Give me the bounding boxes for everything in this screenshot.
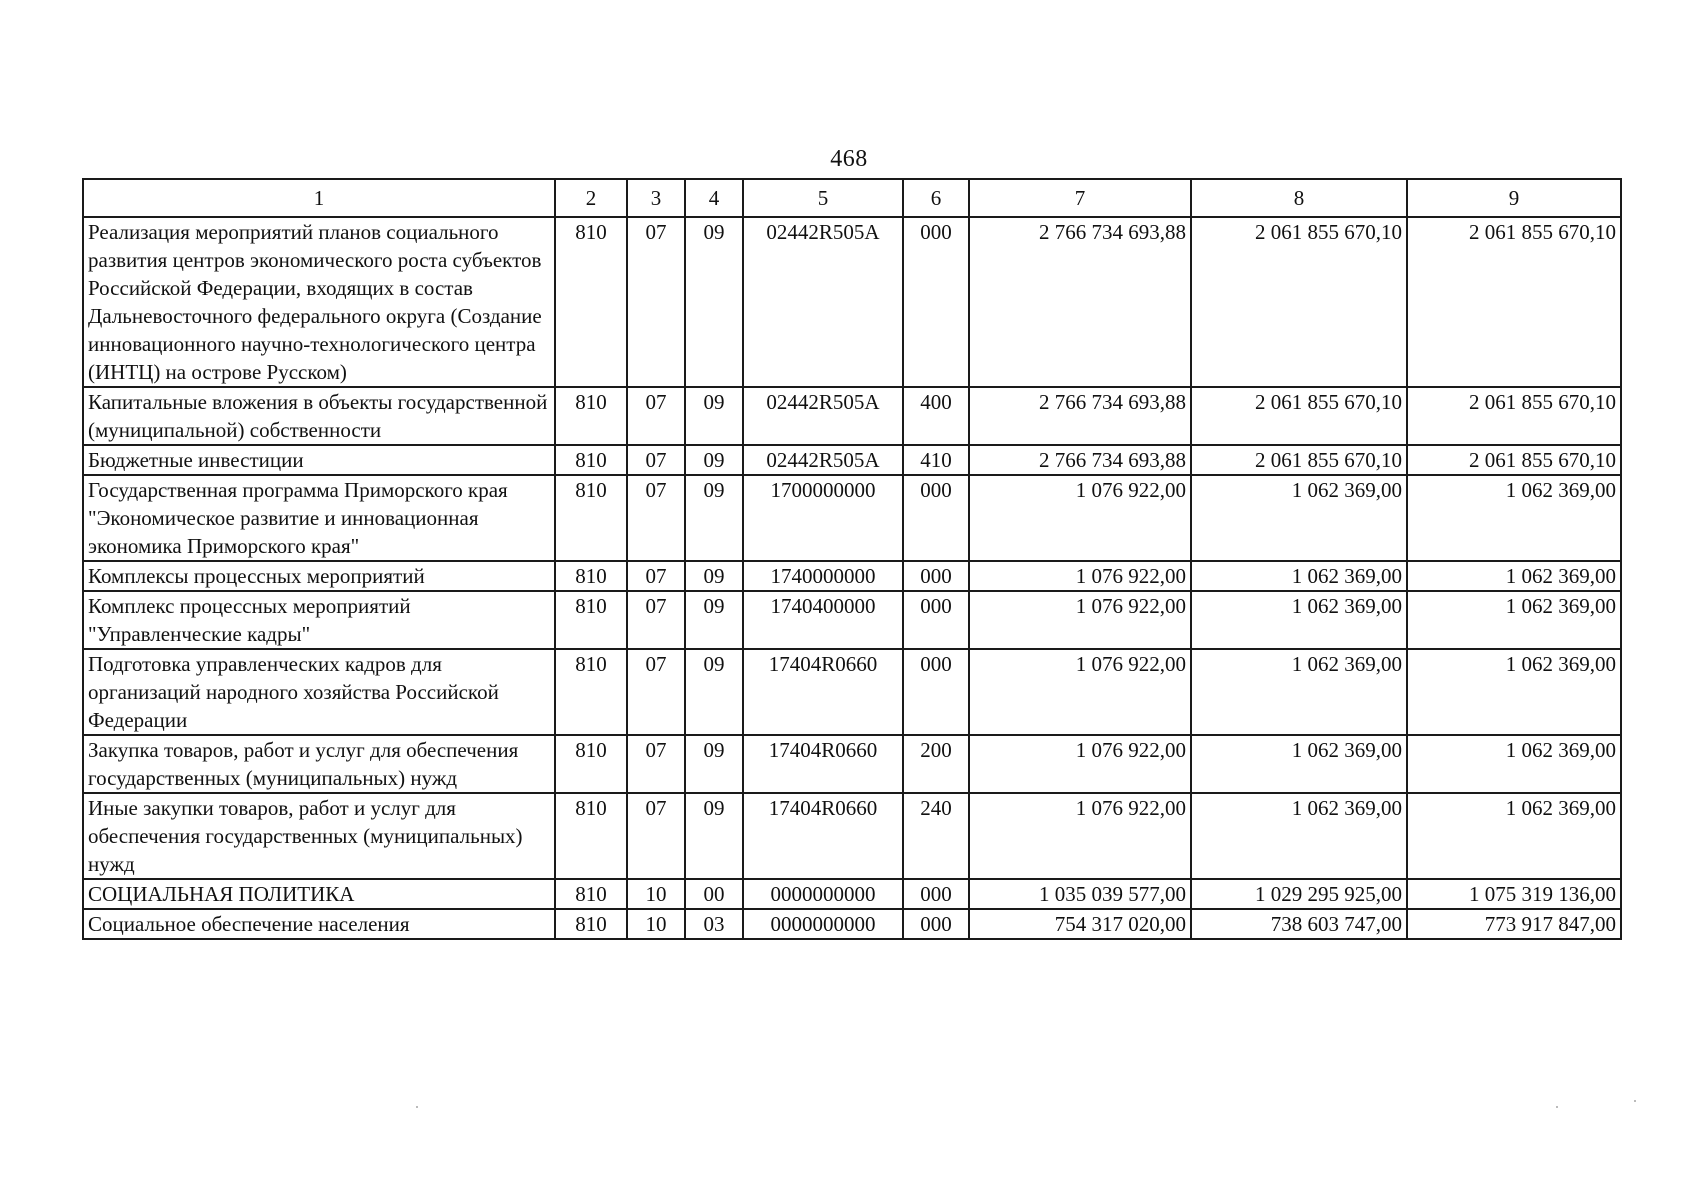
sum-7-cell: 2 766 734 693,88	[969, 445, 1191, 475]
code-6-cell: 000	[903, 475, 969, 561]
code-6-cell: 000	[903, 561, 969, 591]
code-4-cell: 09	[685, 387, 743, 445]
row-name-cell: Комплекс процессных мероприятий "Управленческие кадры"	[83, 591, 555, 649]
table-row	[83, 217, 1621, 387]
code-2-cell: 810	[555, 879, 627, 909]
code-6-cell: 410	[903, 445, 969, 475]
row-name-cell: Подготовка управленческих кадров для организаций народного хозяйства Российской Федерации	[83, 649, 555, 735]
sum-7-cell: 1 076 922,00	[969, 793, 1191, 879]
code-2-cell: 810	[555, 649, 627, 735]
sum-8-cell: 2 061 855 670,10	[1191, 387, 1407, 445]
table-row	[83, 879, 1621, 909]
column-header-7: 7	[969, 179, 1191, 217]
table-body	[83, 217, 1621, 939]
sum-7-cell: 1 076 922,00	[969, 475, 1191, 561]
code-5-cell: 17404R0660	[743, 735, 903, 793]
code-3-cell: 10	[627, 879, 685, 909]
sum-9-cell: 773 917 847,00	[1407, 909, 1621, 939]
sum-7-cell: 1 076 922,00	[969, 649, 1191, 735]
sum-8-cell: 1 062 369,00	[1191, 591, 1407, 649]
column-header-9: 9	[1407, 179, 1621, 217]
code-5-cell: 02442R505A	[743, 387, 903, 445]
column-header-1: 1	[83, 179, 555, 217]
sum-9-cell: 2 061 855 670,10	[1407, 217, 1621, 387]
code-4-cell: 09	[685, 591, 743, 649]
code-6-cell: 240	[903, 793, 969, 879]
sum-8-cell: 2 061 855 670,10	[1191, 217, 1407, 387]
sum-8-cell: 1 062 369,00	[1191, 735, 1407, 793]
code-5-cell: 02442R505A	[743, 217, 903, 387]
sum-7-cell: 1 076 922,00	[969, 591, 1191, 649]
code-2-cell: 810	[555, 475, 627, 561]
sum-7-cell: 1 076 922,00	[969, 561, 1191, 591]
code-3-cell: 07	[627, 387, 685, 445]
row-name-cell: Капитальные вложения в объекты государственной (муниципальной) собственности	[83, 387, 555, 445]
code-6-cell: 000	[903, 591, 969, 649]
code-2-cell: 810	[555, 591, 627, 649]
row-name-cell: СОЦИАЛЬНАЯ ПОЛИТИКА	[83, 879, 555, 909]
table-header	[83, 179, 1621, 217]
sum-8-cell: 1 062 369,00	[1191, 561, 1407, 591]
code-4-cell: 00	[685, 879, 743, 909]
table-row	[83, 909, 1621, 939]
code-4-cell: 09	[685, 475, 743, 561]
sum-8-cell: 1 062 369,00	[1191, 475, 1407, 561]
code-5-cell: 02442R505A	[743, 445, 903, 475]
sum-7-cell: 1 076 922,00	[969, 735, 1191, 793]
table-row	[83, 475, 1621, 561]
code-2-cell: 810	[555, 387, 627, 445]
code-3-cell: 07	[627, 475, 685, 561]
row-name-cell: Социальное обеспечение населения	[83, 909, 555, 939]
sum-9-cell: 1 062 369,00	[1407, 649, 1621, 735]
table-row	[83, 735, 1621, 793]
row-name-cell: Государственная программа Приморского края "Экономическое развитие и инновационная экономика Приморского края"	[83, 475, 555, 561]
header-row	[83, 179, 1621, 217]
row-name-cell: Бюджетные инвестиции	[83, 445, 555, 475]
sum-9-cell: 2 061 855 670,10	[1407, 445, 1621, 475]
page-number: 468	[830, 146, 868, 172]
code-3-cell: 07	[627, 649, 685, 735]
code-2-cell: 810	[555, 793, 627, 879]
sum-7-cell: 2 766 734 693,88	[969, 217, 1191, 387]
code-2-cell: 810	[555, 735, 627, 793]
row-name-cell: Иные закупки товаров, работ и услуг для обеспечения государственных (муниципальных) нужд	[83, 793, 555, 879]
sum-7-cell: 754 317 020,00	[969, 909, 1191, 939]
sum-8-cell: 738 603 747,00	[1191, 909, 1407, 939]
code-6-cell: 000	[903, 909, 969, 939]
code-6-cell: 000	[903, 649, 969, 735]
code-4-cell: 09	[685, 561, 743, 591]
row-name-cell: Реализация мероприятий планов социального развития центров экономического роста субъектов Российской Федерации, входящих в состав Дальневосточного федерального округа (Создание инновационного научно-технологического центра (ИНТЦ) на острове Русском)	[83, 217, 555, 387]
code-4-cell: 09	[685, 445, 743, 475]
code-3-cell: 07	[627, 735, 685, 793]
column-header-5: 5	[743, 179, 903, 217]
code-5-cell: 17404R0660	[743, 793, 903, 879]
sum-9-cell: 1 062 369,00	[1407, 475, 1621, 561]
code-6-cell: 200	[903, 735, 969, 793]
table-row	[83, 561, 1621, 591]
code-5-cell: 1740000000	[743, 561, 903, 591]
budget-table	[82, 178, 1622, 940]
column-header-2: 2	[555, 179, 627, 217]
sum-8-cell: 1 029 295 925,00	[1191, 879, 1407, 909]
code-5-cell: 0000000000	[743, 879, 903, 909]
code-5-cell: 1700000000	[743, 475, 903, 561]
sum-9-cell: 1 062 369,00	[1407, 735, 1621, 793]
sum-8-cell: 1 062 369,00	[1191, 793, 1407, 879]
code-3-cell: 07	[627, 561, 685, 591]
sum-9-cell: 1 062 369,00	[1407, 793, 1621, 879]
code-3-cell: 07	[627, 793, 685, 879]
code-6-cell: 400	[903, 387, 969, 445]
code-4-cell: 03	[685, 909, 743, 939]
row-name-cell: Комплексы процессных мероприятий	[83, 561, 555, 591]
table-row	[83, 445, 1621, 475]
column-header-6: 6	[903, 179, 969, 217]
sum-8-cell: 2 061 855 670,10	[1191, 445, 1407, 475]
code-3-cell: 10	[627, 909, 685, 939]
column-header-8: 8	[1191, 179, 1407, 217]
table-row	[83, 793, 1621, 879]
code-3-cell: 07	[627, 591, 685, 649]
code-5-cell: 1740400000	[743, 591, 903, 649]
sum-7-cell: 1 035 039 577,00	[969, 879, 1191, 909]
column-header-3: 3	[627, 179, 685, 217]
code-3-cell: 07	[627, 217, 685, 387]
scan-speck	[416, 1106, 418, 1108]
sum-7-cell: 2 766 734 693,88	[969, 387, 1191, 445]
code-6-cell: 000	[903, 217, 969, 387]
code-2-cell: 810	[555, 217, 627, 387]
sum-9-cell: 1 075 319 136,00	[1407, 879, 1621, 909]
code-5-cell: 17404R0660	[743, 649, 903, 735]
code-2-cell: 810	[555, 909, 627, 939]
code-6-cell: 000	[903, 879, 969, 909]
code-5-cell: 0000000000	[743, 909, 903, 939]
column-header-4: 4	[685, 179, 743, 217]
row-name-cell: Закупка товаров, работ и услуг для обеспечения государственных (муниципальных) нужд	[83, 735, 555, 793]
sum-8-cell: 1 062 369,00	[1191, 649, 1407, 735]
code-4-cell: 09	[685, 793, 743, 879]
sum-9-cell: 1 062 369,00	[1407, 561, 1621, 591]
code-4-cell: 09	[685, 217, 743, 387]
code-2-cell: 810	[555, 561, 627, 591]
code-4-cell: 09	[685, 649, 743, 735]
code-2-cell: 810	[555, 445, 627, 475]
table-row	[83, 387, 1621, 445]
table-row	[83, 591, 1621, 649]
scan-speck	[1556, 1106, 1558, 1108]
sum-9-cell: 1 062 369,00	[1407, 591, 1621, 649]
code-3-cell: 07	[627, 445, 685, 475]
scan-speck	[1634, 1100, 1636, 1102]
table-row	[83, 649, 1621, 735]
code-4-cell: 09	[685, 735, 743, 793]
sum-9-cell: 2 061 855 670,10	[1407, 387, 1621, 445]
